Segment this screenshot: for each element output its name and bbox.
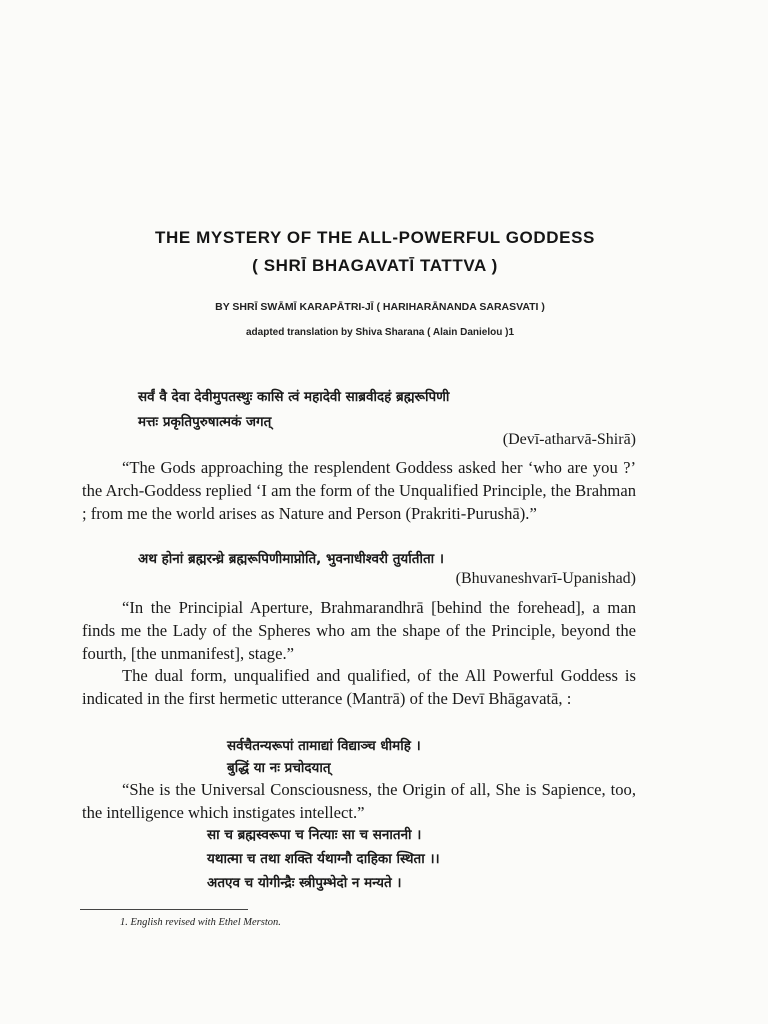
source-citation-1: (Devī-atharvā-Shirā): [502, 431, 636, 448]
sanskrit-verse-3-line-2: बुद्धिं या नः प्रचोदयात्: [227, 760, 331, 776]
footnote-divider: [80, 909, 248, 910]
paragraph-2: “In the Principial Aperture, Brahmarandhrā [behind the forehead], a man finds me the Lady of the Spheres who am the shape of the Principle, beyond the fourth, [the unmanifest], stage.”: [82, 598, 636, 663]
author-byline: BY SHRĪ SWĀMĪ KARAPĀTRI-JĪ ( HARIHARĀNANDA SARASVATI ): [215, 301, 545, 313]
paragraph-1: “The Gods approaching the resplendent Goddess asked her ‘who are you ?’ the Arch-Goddess replied ‘I am the form of the Unqualified Principle, the Brahman ; from me the world arises as Nature and Person (Prakriti-Purushā).”: [82, 458, 636, 523]
footnote: 1. English revised with Ethel Merston.: [120, 917, 281, 928]
sanskrit-verse-4-line-3: अतएव च योगीन्द्रैः स्त्रीपुम्भेदो न मन्यते ।: [207, 875, 402, 891]
sanskrit-verse-2: अथ होनां ब्रह्मरन्ध्रे ब्रह्मरूपिणीमाप्नोति, भुवनाधीश्वरी तुर्यातीता ।: [138, 551, 444, 567]
title-line-1: THE MYSTERY OF THE ALL-POWERFUL GODDESS: [155, 228, 595, 247]
paragraph-3: The dual form, unqualified and qualified, of the All Powerful Goddess is indicated in the first hermetic utterance (Mantrā) of the Devī Bhāgavatā, :: [82, 666, 636, 708]
source-citation-2: (Bhuvaneshvarī-Upanishad): [455, 570, 636, 587]
paragraph-4: “She is the Universal Consciousness, the Origin of all, She is Sapience, too, the intelligence which instigates intellect.”: [82, 780, 636, 822]
translation-credit: adapted translation by Shiva Sharana ( Alain Danielou )1: [245, 327, 515, 338]
sanskrit-verse-3-line-1: सर्वचैतन्यरूपां तामाद्यां विद्याञ्च धीमहि ।: [227, 738, 421, 754]
sanskrit-verse-4-line-2: यथात्मा च तथा शक्ति र्यथाग्नौ दाहिका स्थिता ।।: [207, 851, 440, 867]
sanskrit-verse-1-line-2: मत्तः प्रकृतिपुरुषात्मकं जगत्: [138, 414, 272, 430]
sanskrit-verse-4-line-1: सा च ब्रह्मस्वरूपा च नित्याः सा च सनातनी ।: [207, 827, 422, 843]
sanskrit-verse-1-line-1: सर्वं वै देवा देवीमुपतस्थुः कासि त्वं महादेवी साब्रवीदहं ब्रह्मरूपिणी: [138, 389, 450, 405]
title-line-2: ( SHRĪ BHAGAVATĪ TATTVA ): [252, 256, 498, 275]
